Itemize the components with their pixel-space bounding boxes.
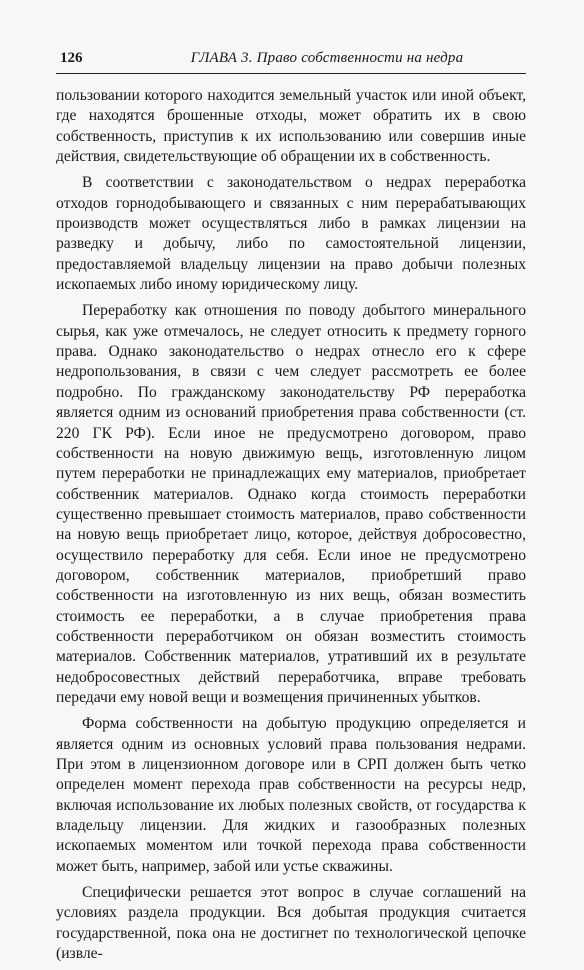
paragraph: пользовании которого находится земельный участок или иной объект, где находятся брошенные отходы, может обратить их в свою собственность, приступив к их использованию или совершив иные действия, свидетельствующие об обращении их в собственность. bbox=[56, 87, 526, 166]
page-header bbox=[60, 50, 524, 72]
paragraph: Переработку как отношения по поводу добытого минерального сырья, как уже отмечалось, не следует относить к предмету горного права. Однако законодательство о недрах отнесло его к сфере недропользования, в связи с чем следует рассмотреть ее более подробно. По гражданскому законодательству РФ переработка является одним из оснований приобретения права собственности (ст. 220 ГК РФ). Если иное не предусмотрено договором, право собственности на новую движимую вещь, изготовленную лицом путем переработки не принадлежащих ему материалов, приобретает собственник материалов. Однако когда стоимость переработки существенно превышает стоимость материалов, право собственности на новую вещь приобретает лицо, которое, действуя добросовестно, осуществило переработку для себя. Если иное не предусмотрено договором, собственник материалов, приобретший право собственности на изготовленную из них вещь, обязан возместить стоимость ее переработки, а в случае приобретения права собственности переработчиком он обязан возместить стоимость материалов. Собственник материалов, утративший их в результате недобросовестных действий переработчика, вправе требовать передачи ему новой вещи и возмещения причиненных убытков. bbox=[56, 302, 526, 706]
paragraph: В соответствии с законодательством о недрах переработка отходов горнодобывающего и связанных с ним перерабатывающих производств может осуществляться либо в рамках лицензии на разведку и добычу, либо по самостоятельной лицензии, предоставляемой владельцу лицензии на право добычи полезных ископаемых либо иному юридическому лицу. bbox=[56, 174, 526, 294]
running-title: ГЛАВА 3. Право собственности на недра bbox=[190, 50, 464, 66]
paragraph: Форма собственности на добытую продукцию определяется и является одним из основных условий права пользования недрами. При этом в лицензионном договоре или в СРП должен быть четко определен момент перехода прав собственности на ресурсы недр, включая использование их любых полезных свойств, от государства к владельцу лицензии. Для жидких и газообразных полезных ископаемых моментом или точкой перехода права собственности может быть, например, забой или устье скважины. bbox=[56, 715, 526, 875]
body-text bbox=[56, 86, 526, 970]
header-rule bbox=[56, 73, 526, 74]
paragraph: Специфически решается этот вопрос в случае соглашений на условиях раздела продукции. Вся добытая продукция считается государственной, пока она не достигнет по технологической цепочке (извле- bbox=[56, 884, 526, 963]
page-number: 126 bbox=[60, 50, 83, 66]
